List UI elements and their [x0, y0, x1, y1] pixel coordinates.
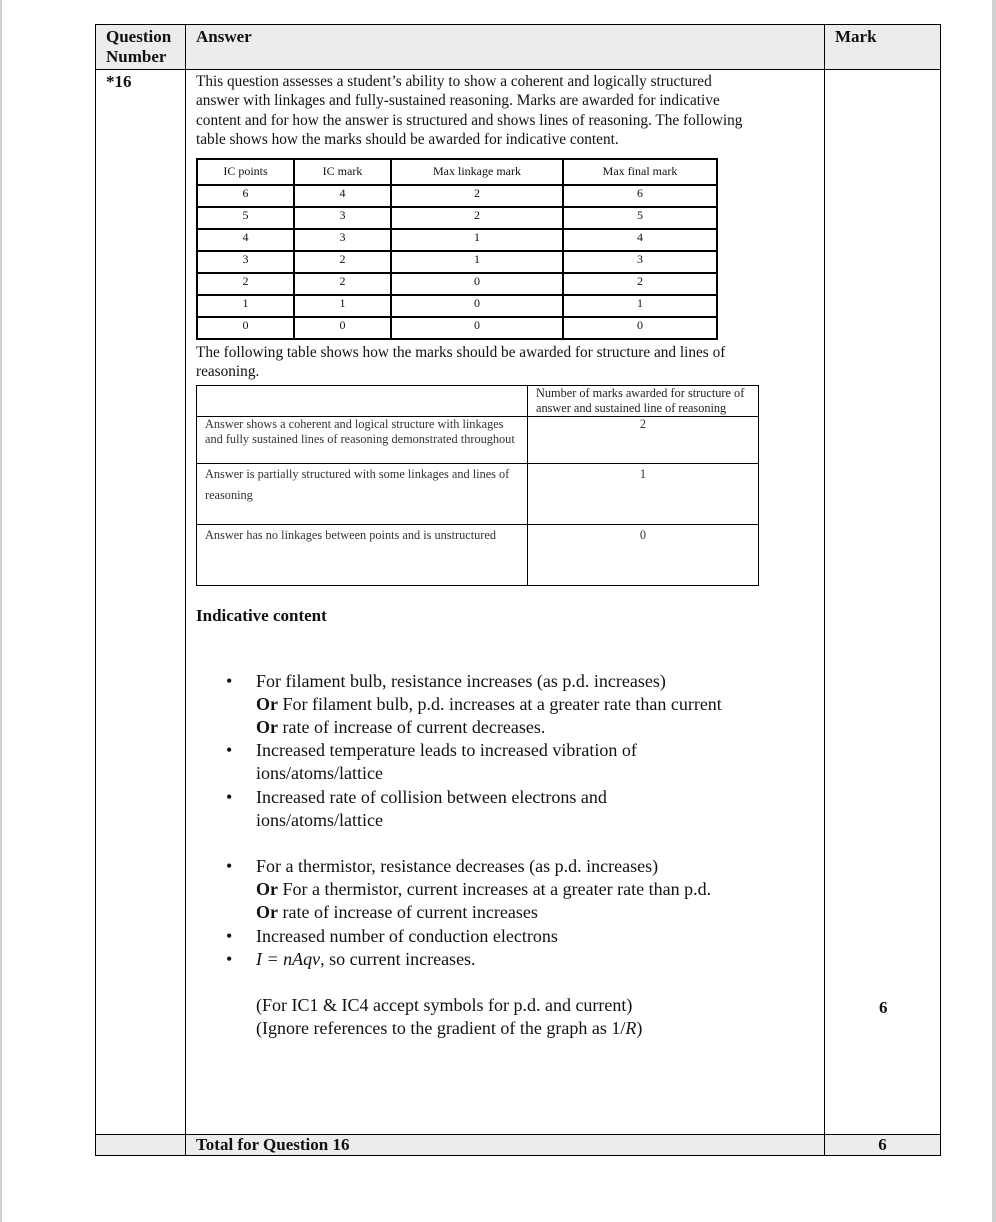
structure-row — [197, 524, 759, 585]
bullet-icon: • — [226, 670, 233, 691]
ic-mark-cell: 2 — [294, 273, 391, 295]
ic-table-row — [197, 251, 717, 273]
structure-marks: 0 — [528, 524, 759, 585]
indicative-point: • I = nAqv, so current increases. — [196, 948, 814, 971]
ic-points-cell: 5 — [197, 207, 294, 229]
structure-desc: Answer is partially structured with some linkages and lines of reasoning — [197, 463, 528, 524]
structure-header-blank — [197, 385, 528, 416]
structure-marks-table — [196, 385, 759, 586]
ic-linkage-cell: 2 — [391, 207, 563, 229]
total-row — [96, 1135, 941, 1156]
answer-cell — [186, 70, 824, 1041]
note-accept-symbols: (For IC1 & IC4 accept symbols for p.d. and current) — [256, 995, 633, 1016]
ic-points-cell: 4 — [197, 229, 294, 251]
indicative-point: • Increased rate of collision between electrons and ions/atoms/lattice — [226, 786, 607, 830]
ic-table-row — [197, 317, 717, 339]
structure-header-marks: Number of marks awarded for structure of answer and sustained line of reasoning — [528, 385, 759, 416]
total-blank — [96, 1135, 186, 1156]
question-number-header: Question Number — [106, 27, 172, 66]
structure-desc: Answer shows a coherent and logical structure with linkages and fully sustained lines of reasoning demonstrated throughout — [197, 416, 528, 463]
bullet-icon: • — [226, 948, 233, 969]
structure-marks: 1 — [528, 463, 759, 524]
ic-mark-cell: 2 — [294, 251, 391, 273]
ic-header-final: Max final mark — [563, 159, 717, 185]
ic-mark-cell: 0 — [294, 317, 391, 339]
ic-final-cell: 6 — [563, 185, 717, 207]
indicative-list-filament — [196, 670, 814, 832]
ic-points-cell: 6 — [197, 185, 294, 207]
mark-scheme-table — [95, 24, 941, 1156]
ic-table-row — [197, 229, 717, 251]
ic-points-cell: 1 — [197, 295, 294, 317]
bullet-icon: • — [226, 925, 233, 946]
ic-linkage-cell: 0 — [391, 317, 563, 339]
indicative-content-title: Indicative content — [196, 605, 327, 625]
total-mark: 6 — [878, 1135, 887, 1154]
intro-paragraph: This question assesses a student’s ability to show a coherent and logically structured answer with linkages and fully-sustained reasoning. Marks are awarded for indicative content and for how the answer is structured and shows lines of reasoning. The following table shows how the marks should be awarded for indicative content. — [196, 73, 743, 149]
ic-table-header — [197, 159, 717, 185]
ic-header-mark: IC mark — [294, 159, 391, 185]
ic-final-cell: 3 — [563, 251, 717, 273]
marking-notes — [196, 994, 814, 1041]
ic-linkage-cell: 1 — [391, 251, 563, 273]
mark-header: Mark — [835, 27, 877, 46]
question-row — [96, 70, 941, 1135]
structure-intro: The following table shows how the marks should be awarded for structure and lines of reasoning. — [196, 343, 726, 380]
ic-points-cell: 2 — [197, 273, 294, 295]
ic-final-cell: 2 — [563, 273, 717, 295]
page-edge-left — [0, 0, 2, 1222]
ic-final-cell: 1 — [563, 295, 717, 317]
total-label: Total for Question 16 — [196, 1135, 350, 1154]
ic-table-row — [197, 207, 717, 229]
ic-table-row — [197, 295, 717, 317]
ic-mark-cell: 3 — [294, 207, 391, 229]
ic-linkage-cell: 2 — [391, 185, 563, 207]
ic-linkage-cell: 0 — [391, 295, 563, 317]
ic-header-linkage: Max linkage mark — [391, 159, 563, 185]
formula: I = nAqv — [256, 948, 321, 969]
structure-desc: Answer has no linkages between points and is unstructured — [197, 524, 528, 585]
ic-final-cell: 0 — [563, 317, 717, 339]
indicative-point: • For a thermistor, resistance decreases (as p.d. increases) Or For a thermistor, current increases at a greater rate than p.d. Or rate of increase of current increases — [226, 856, 712, 923]
bullet-icon: • — [226, 786, 233, 807]
indicative-point: • Increased temperature leads to increased vibration of ions/atoms/lattice — [226, 740, 637, 784]
indicative-point: • For filament bulb, resistance increases (as p.d. increases) Or For filament bulb, p.d. increases at a greater rate than current Or rate of increase of current decreases. — [226, 670, 722, 738]
bullet-icon: • — [226, 740, 233, 761]
ic-final-cell: 4 — [563, 229, 717, 251]
page-edge-right — [992, 0, 996, 1222]
ic-table-row — [197, 185, 717, 207]
ic-final-cell: 5 — [563, 207, 717, 229]
ic-points-cell: 0 — [197, 317, 294, 339]
bullet-icon: • — [226, 856, 233, 877]
indicative-list-thermistor — [196, 855, 814, 971]
ic-marks-table — [196, 158, 718, 340]
note-ignore-gradient: (Ignore references to the gradient of the graph as 1/R) — [256, 1018, 643, 1039]
structure-table-header — [197, 385, 759, 416]
ic-mark-cell: 4 — [294, 185, 391, 207]
ic-linkage-cell: 1 — [391, 229, 563, 251]
structure-row — [197, 463, 759, 524]
indicative-point: • Increased number of conduction electrons — [196, 925, 814, 948]
structure-marks: 2 — [528, 416, 759, 463]
ic-points-cell: 3 — [197, 251, 294, 273]
ic-linkage-cell: 0 — [391, 273, 563, 295]
question-mark: 6 — [879, 998, 888, 1017]
ic-table-row — [197, 273, 717, 295]
structure-row — [197, 416, 759, 463]
header-row — [96, 25, 941, 70]
ic-mark-cell: 3 — [294, 229, 391, 251]
ic-mark-cell: 1 — [294, 295, 391, 317]
question-number: *16 — [106, 72, 132, 91]
answer-header: Answer — [196, 27, 252, 46]
ic-header-points: IC points — [197, 159, 294, 185]
